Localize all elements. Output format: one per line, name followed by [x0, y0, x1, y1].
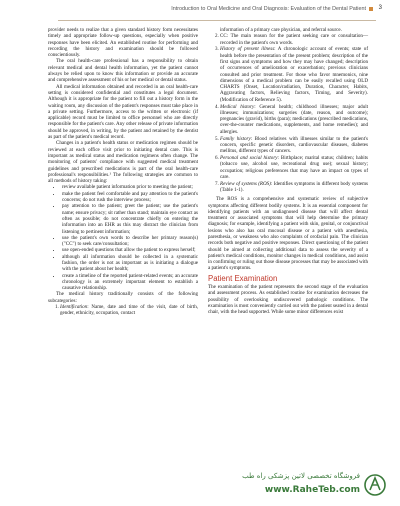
history-list-continued [208, 33, 368, 193]
list-item [220, 33, 368, 46]
history-list [48, 304, 198, 317]
item-text: : Name, date and time of the visit, date of birth, gender, ethnicity, occupation, contact [60, 304, 198, 317]
paragraph: All medical information obtained and recorded in an oral health-care setting is considered confidential and constitutes a legal document. Although it is appropriate for the patient to fill out a history form in the waiting room, any discussion of the patient's responses must take place in a private setting. Furthermore, access to the written or electronic (if applicable) record must be limited to office personnel who are directly responsible for the patient's care. Any other release of private information should be approved, in writing, by the patient and retained by the dentist as part of the patient's medical record. [48, 83, 198, 141]
item-label: Medical history [220, 103, 255, 110]
paragraph: The oral health-care professional has a responsibility to obtain relevant medical and dental health information, yet the patient cannot always be relied upon to know this information or provide an accurate and comprehensive assessment of his or her medical or dental status. [48, 58, 198, 84]
header-square-icon [369, 7, 373, 11]
left-column [48, 27, 198, 317]
paragraph: information of a primary care physician, and referral source. [220, 27, 342, 33]
running-title: Introduction to Oral Medicine and Oral Diagnosis: Evaluation of the Dental Patient [171, 6, 366, 12]
item-label: History of present illness [220, 46, 275, 53]
raheteb-logo-icon [364, 472, 386, 498]
item-label: Identification [60, 304, 88, 311]
bottom-fade [0, 470, 240, 506]
paragraph: The ROS is a comprehensive and systematic review of subjective symptoms affecting different bodily systems. It is an essential component for identifying patients with an undiagnosed disease that will affect dental treatment or associated symptoms that will help determine the primary diagnosis; for example, identifying a patient with skin, genital, or conjunctival lesions who also has oral mucosal disease or a patient with anesthesia, paresthesia, or weakness who also complaints of orofacial pain. The clinician records both negative and positive responses. Direct questioning of the patient should be aimed at collecting additional data to assess the severity of a patient's medical conditions, monitor changes in medical conditions, and assist in confirming or ruling out those disease processes that may be associated with a patient's symptoms. [208, 196, 368, 272]
list-item [220, 181, 368, 194]
page-header [0, 0, 400, 22]
item-text: : Birthplace; marital status; children; habits (tobacco use, alcohol use, recreational drug use); sexual history; occupation; religious preferences that may have an impact on types of care. [220, 154, 368, 180]
list-item: • use the patient's own words to describe her primary reason(s) ("CC") to seek care/consultation; [62, 235, 198, 248]
paragraph: The examination of the patient represents the second stage of the evaluation and assessment process. As established routine for examination decreases the possibility of overlooking undiscovered pathologic conditions. The examination is most conveniently carried out with the patient seated in a dental chair, with the head supported. While some minor differences exist [208, 284, 368, 316]
list-item: • although all information should be collected in a systematic fashion, the order is not as important as is initiating a dialogue with the patient about her health; [62, 254, 198, 273]
list-item: • make the patient feel comfortable and pay attention to the patient's concerns; do not rush the interview process; [62, 191, 198, 204]
strategy-list [56, 184, 198, 291]
watermark-store-name: فروشگاه تخصصی لاتین پزشکی راه طب [242, 472, 360, 480]
page-number: 3 [378, 5, 382, 11]
list-item: • review available patient information prior to meeting the patient; [62, 184, 198, 190]
list-item [60, 304, 198, 317]
list-item [220, 155, 368, 180]
list-item [220, 104, 368, 135]
list-item: • use open-ended questions that allow the patient to express herself; [62, 247, 198, 253]
item-label: Personal and social history [220, 154, 278, 161]
list-item [220, 46, 368, 103]
item-text: : Blood relatives with illnesses similar to the patient's concern, specific genetic disorders, cardiovascular diseases, diabetes mellitus, different types of cancers. [220, 135, 368, 155]
item-text: : General health; childhood illnesses; major adult illnesses; immunizations; surgeries (date, reason, and outcome); pregnancies (gravid), births (para); medications (prescribed medications, over-the-counter medications, supplements, and home remedies); and allergies. [220, 103, 368, 135]
list-item: • create a timeline of the reported patient-related events; an accurate chronology is an extremely important element to establish a causative relationship. [62, 273, 198, 292]
section-heading: Patient Examination [208, 273, 278, 283]
item-label: CC [220, 33, 227, 40]
watermark-url: www.RaheTeb.com [264, 485, 360, 495]
item-label: Family history [220, 135, 251, 142]
item-label: Review of systems (ROS) [220, 180, 271, 187]
header-rule [58, 20, 376, 21]
right-column [208, 27, 368, 316]
paragraph: The medical history traditionally consists of the following subcategories: [48, 291, 198, 304]
item-text: : A chronologic account of events; state of health before the presentation of the present problem; description of the first signs and symptoms and how they may have changed; description of occurrences of amelioration or exacerbation; previous clinicians consulted and prior treatment. For those who favor mnemonics, nine dimensions of a medical problem can be easily recalled using OLD CHARTS (Onset, Location/radiation, Duration, Character, Habits, Aggravating factors, Relieving factors, Timing, and Severity). (Modification of Reference 5). [220, 46, 368, 103]
paragraph: provider needs to realize that a given standard history form necessitates timely and appropriate follow-up questions, especially when positive responses have been elicited. An established routine for performing and recording the history and examination should be followed conscientiously. [48, 27, 198, 59]
item-text: : Identifies symptoms in different body systems (Table 1-1). [220, 180, 368, 193]
item-text: : The main reason for the patient seeking care or consultation—recorded in the patient's own words. [220, 33, 368, 46]
watermark [236, 468, 386, 504]
list-item [220, 136, 368, 155]
paragraph: Changes in a patient's health status or medication regimen should be reviewed at each office visit prior to initiating dental care. This is important as medical status and medication regimens often change. The monitoring of patients' compliance with suggested medical treatment guidelines and prescribed medications is part of the oral health-care professional's responsibilities.¹ The following strategies are common to all methods of history taking: [48, 140, 198, 185]
list-item: • pay attention to the patient; greet the patient; use the patient's name; ensure privacy; sit rather than stand; maintain eye contact as often as possible; do not concentrate chiefly on entering the information into an EHR as this may distract the clinician from listening to pertinent information; [62, 203, 198, 234]
